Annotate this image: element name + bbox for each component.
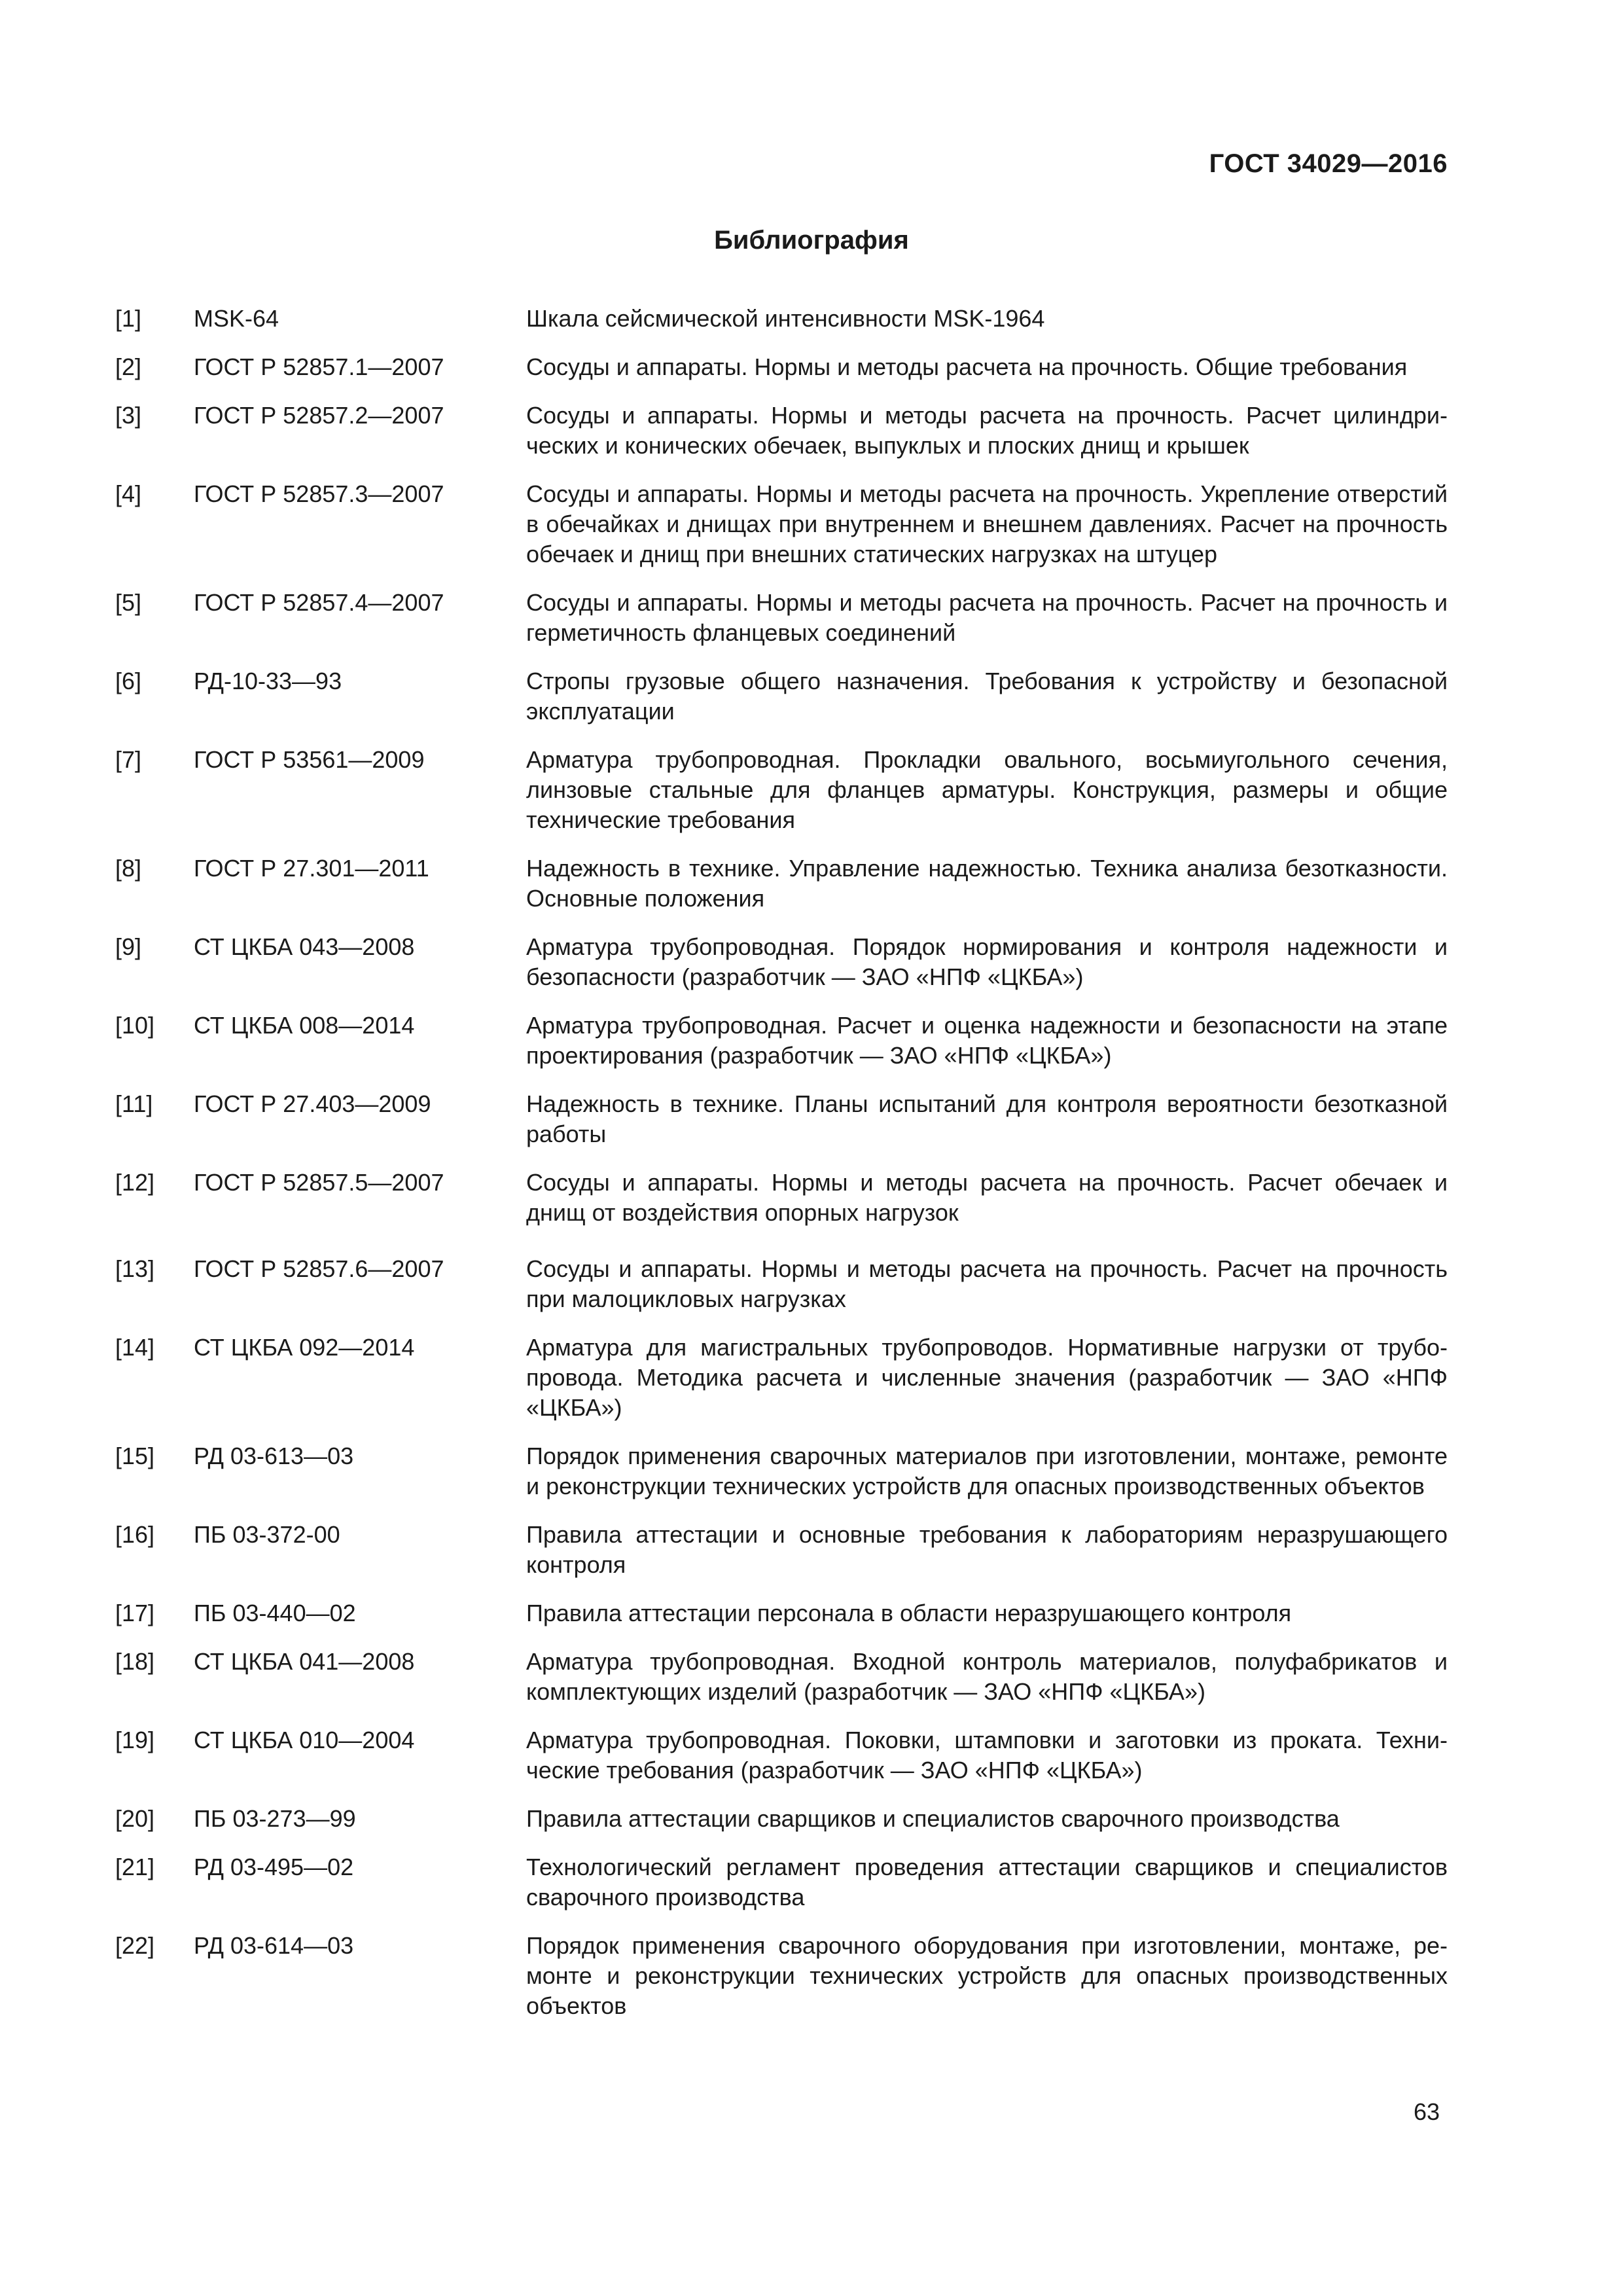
item-title: Технологический регламент проведения аттестации сварщиков и специалистов сварочного производства (526, 1854, 1448, 1910)
bibliography-item-10 (115, 1011, 1448, 1071)
item-title: Правила аттестации сварщиков и специалистов сварочного производства (526, 1805, 1340, 1832)
item-title: Сосуды и аппараты. Нормы и методы расчета на прочность. Расчет на прочность и герметичность фланцевых соединений (526, 589, 1448, 646)
item-title: Правила аттестации персонала в области неразрушающего контроля (526, 1600, 1292, 1626)
item-number: [18] (115, 1648, 155, 1675)
item-title: Правила аттестации и основные требования к лабораториям неразрушающего контроля (526, 1521, 1448, 1578)
item-number: [13] (115, 1255, 155, 1282)
bibliography-item-3 (115, 401, 1448, 461)
item-code: СТ ЦКБА 008—2014 (194, 1012, 415, 1039)
item-code: ПБ 03-372-00 (194, 1521, 340, 1548)
item-number: [20] (115, 1805, 155, 1832)
bibliography-item-16 (115, 1520, 1448, 1580)
bibliography-item-11 (115, 1089, 1448, 1149)
item-code: ГОСТ Р 52857.6—2007 (194, 1255, 444, 1282)
item-title: Сосуды и аппараты. Нормы и методы расчета на прочность. Расчет обечаек и днищ от воздействия опорных нагрузок (526, 1169, 1448, 1226)
item-code: РД 03-614—03 (194, 1932, 354, 1959)
item-code: ПБ 03-273—99 (194, 1805, 356, 1832)
bibliography-item-8 (115, 853, 1448, 914)
item-title: Арматура трубопроводная. Входной контроль материалов, полуфабрикатов и комплектующих изделий (разработчик — ЗАО «НПФ «ЦКБА») (526, 1648, 1448, 1705)
bibliography-item-19 (115, 1725, 1448, 1785)
item-number: [6] (115, 668, 142, 694)
item-number: [8] (115, 855, 142, 882)
bibliography-item-9 (115, 932, 1448, 992)
page-number: 63 (1413, 2098, 1440, 2125)
bibliography-item-18 (115, 1647, 1448, 1707)
document-code-header: ГОСТ 34029—2016 (1209, 149, 1448, 178)
item-number: [1] (115, 305, 142, 332)
bibliography-item-13 (115, 1254, 1448, 1314)
item-code: ГОСТ Р 27.403—2009 (194, 1090, 431, 1117)
item-number: [11] (115, 1090, 153, 1117)
bibliography-item-5 (115, 588, 1448, 648)
item-title: Стропы грузовые общего назначения. Требования к устройству и безопасной эксплуатации (526, 668, 1448, 725)
bibliography-item-22 (115, 1931, 1448, 2021)
item-title: Арматура трубопроводная. Прокладки овального, восьмиугольного сечения, линзовые стальные для фланцев арматуры. Конструкция, размеры и общие технические требования (526, 746, 1448, 833)
item-number: [16] (115, 1521, 155, 1548)
item-title: Порядок применения сварочных материалов при изготовлении, монтаже, ремонте и реконструкции технических устройств для опасных производственных объектов (526, 1443, 1448, 1499)
item-code: РД 03-495—02 (194, 1854, 354, 1880)
item-title: Надежность в технике. Планы испытаний для контроля вероятности безотказной работы (526, 1090, 1448, 1147)
item-code: РД-10-33—93 (194, 668, 342, 694)
item-title: Сосуды и аппараты. Нормы и методы расчета на прочность. Расчет цилиндрических и конических обечаек, выпуклых и плоских днищ и крышек (526, 402, 1448, 459)
item-title: Арматура трубопроводная. Поковки, штамповки и заготовки из проката. Технические требования (разработчик — ЗАО «НПФ «ЦКБА») (526, 1727, 1448, 1784)
item-number: [3] (115, 402, 142, 429)
bibliography-list (115, 304, 1448, 2039)
page-title: Библиография (714, 226, 909, 255)
item-code: MSK-64 (194, 305, 279, 332)
item-title: Арматура для магистральных трубопроводов. Нормативные нагрузки от трубопровода. Методика расчета и численные значения (разработчик — ЗАО «НПФ «ЦКБА») (526, 1334, 1448, 1421)
bibliography-item-14 (115, 1333, 1448, 1423)
item-number: [15] (115, 1443, 155, 1469)
item-code: СТ ЦКБА 041—2008 (194, 1648, 415, 1675)
bibliography-item-17 (115, 1598, 1448, 1628)
item-title: Арматура трубопроводная. Расчет и оценка надежности и безопасности на этапе проектирования (разработчик — ЗАО «НПФ «ЦКБА») (526, 1012, 1448, 1069)
item-title: Надежность в технике. Управление надежностью. Техника анализа безотказности. Основные положения (526, 855, 1448, 912)
bibliography-item-4 (115, 479, 1448, 569)
bibliography-item-21 (115, 1852, 1448, 1912)
item-title: Арматура трубопроводная. Порядок нормирования и контроля надежности и безопасности (разработчик — ЗАО «НПФ «ЦКБА») (526, 933, 1448, 990)
item-number: [10] (115, 1012, 155, 1039)
item-number: [22] (115, 1932, 155, 1959)
item-title: Сосуды и аппараты. Нормы и методы расчета на прочность. Укрепление отверстий в обечайках и днищах при внутреннем и внешнем давлениях. Расчет на прочность обечаек и днищ при внешних статических нагрузках на штуцер (526, 480, 1448, 567)
item-code: ГОСТ Р 52857.2—2007 (194, 402, 444, 429)
item-code: ГОСТ Р 52857.1—2007 (194, 353, 444, 380)
item-code: ГОСТ Р 52857.3—2007 (194, 480, 444, 507)
item-number: [5] (115, 589, 142, 616)
bibliography-item-6 (115, 666, 1448, 726)
item-title: Сосуды и аппараты. Нормы и методы расчета на прочность. Общие требования (526, 353, 1408, 380)
bibliography-item-15 (115, 1441, 1448, 1501)
item-code: СТ ЦКБА 010—2004 (194, 1727, 415, 1753)
item-title: Шкала сейсмической интенсивности MSK-1964 (526, 305, 1045, 332)
item-number: [21] (115, 1854, 155, 1880)
item-code: РД 03-613—03 (194, 1443, 354, 1469)
item-number: [9] (115, 933, 142, 960)
item-code: ПБ 03-440—02 (194, 1600, 356, 1626)
item-code: СТ ЦКБА 043—2008 (194, 933, 415, 960)
item-number: [14] (115, 1334, 155, 1361)
item-number: [2] (115, 353, 142, 380)
item-number: [7] (115, 746, 142, 773)
item-title: Порядок применения сварочного оборудования при изготовлении, монтаже, ремонте и реконструкции технических устройств для опасных производственных объектов (526, 1932, 1448, 2019)
item-number: [12] (115, 1169, 155, 1196)
item-code: ГОСТ Р 52857.5—2007 (194, 1169, 444, 1196)
item-title: Сосуды и аппараты. Нормы и методы расчета на прочность. Расчет на прочность при малоцикловых нагрузках (526, 1255, 1448, 1312)
item-code: ГОСТ Р 53561—2009 (194, 746, 425, 773)
bibliography-item-7 (115, 745, 1448, 835)
item-code: ГОСТ Р 27.301—2011 (194, 855, 429, 882)
item-code: ГОСТ Р 52857.4—2007 (194, 589, 444, 616)
bibliography-item-2 (115, 352, 1448, 382)
bibliography-item-1 (115, 304, 1448, 334)
item-code: СТ ЦКБА 092—2014 (194, 1334, 415, 1361)
item-number: [19] (115, 1727, 155, 1753)
bibliography-item-12 (115, 1168, 1448, 1228)
bibliography-item-20 (115, 1804, 1448, 1834)
item-number: [17] (115, 1600, 155, 1626)
item-number: [4] (115, 480, 142, 507)
